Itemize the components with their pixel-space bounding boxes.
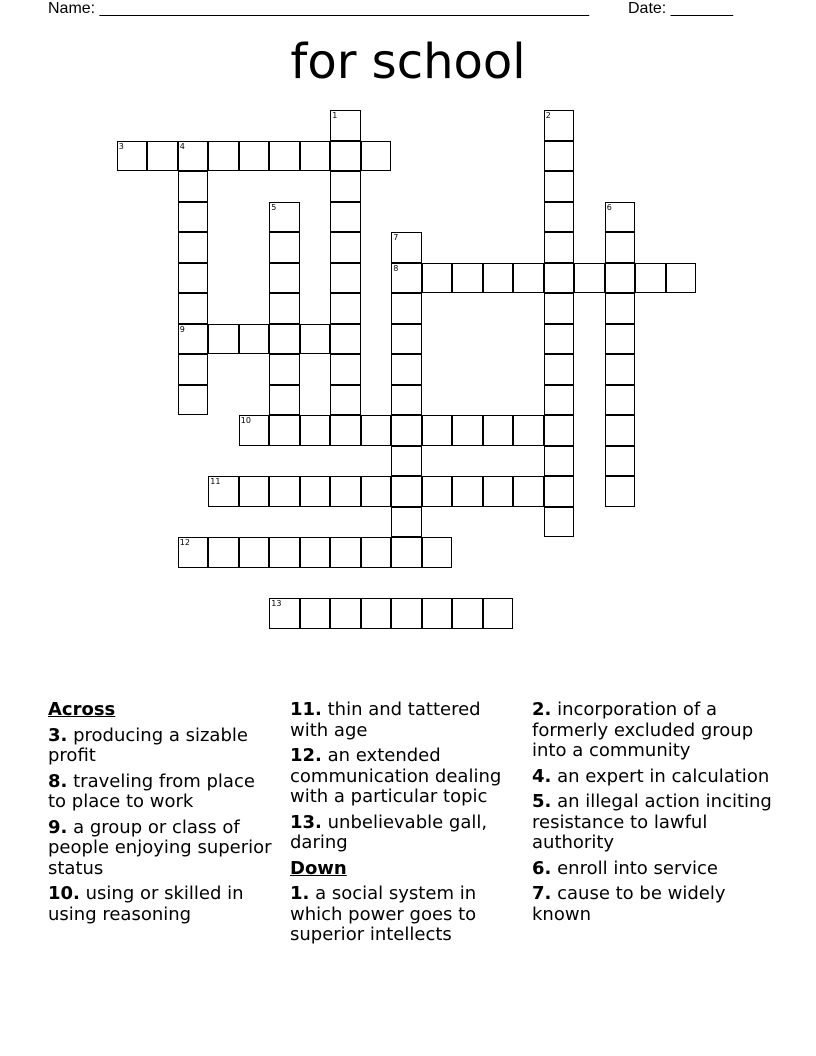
- crossword-cell[interactable]: [239, 324, 270, 355]
- clue-text: producing a sizable profit: [48, 724, 248, 766]
- crossword-cell[interactable]: [178, 171, 209, 202]
- crossword-cell[interactable]: [605, 263, 636, 294]
- clue-number: 7.: [532, 883, 552, 904]
- crossword-cell[interactable]: [208, 476, 239, 507]
- crossword-cell[interactable]: [544, 446, 575, 477]
- crossword-cell[interactable]: [269, 232, 300, 263]
- crossword-cell[interactable]: [269, 141, 300, 172]
- crossword-cell[interactable]: [239, 415, 270, 446]
- cell-number: 8: [393, 263, 399, 273]
- crossword-cell[interactable]: [452, 415, 483, 446]
- crossword-cell[interactable]: [178, 537, 209, 568]
- crossword-cell[interactable]: [422, 476, 453, 507]
- clue-across-12: [290, 746, 520, 808]
- crossword-cell[interactable]: [239, 141, 270, 172]
- crossword-cell[interactable]: [605, 415, 636, 446]
- crossword-cell[interactable]: [605, 354, 636, 385]
- cell-number: 10: [240, 416, 251, 426]
- crossword-cell[interactable]: [330, 293, 361, 324]
- crossword-cell[interactable]: [452, 598, 483, 629]
- crossword-cell[interactable]: [269, 354, 300, 385]
- cell-number: 11: [210, 477, 221, 487]
- crossword-cell[interactable]: [178, 354, 209, 385]
- crossword-cell[interactable]: [513, 476, 544, 507]
- crossword-cell[interactable]: [330, 385, 361, 416]
- crossword-cell[interactable]: [544, 263, 575, 294]
- clue-text: a group or class of people enjoying superior status: [48, 816, 272, 879]
- crossword-cell[interactable]: [605, 385, 636, 416]
- puzzle-title: for school: [290, 34, 526, 90]
- cell-number: 1: [332, 111, 338, 121]
- crossword-cell[interactable]: [330, 415, 361, 446]
- crossword-cell[interactable]: [361, 537, 392, 568]
- crossword-cell[interactable]: [269, 598, 300, 629]
- crossword-cell[interactable]: [330, 354, 361, 385]
- clue-text: unbelievable gall, daring: [290, 811, 488, 853]
- crossword-cell[interactable]: [178, 293, 209, 324]
- clue-number: 3.: [48, 724, 68, 746]
- crossword-cell[interactable]: [544, 415, 575, 446]
- name-field-label[interactable]: Name: _______________________________________________________: [48, 0, 589, 17]
- crossword-cell[interactable]: [269, 385, 300, 416]
- crossword-cell[interactable]: [422, 263, 453, 294]
- crossword-cell[interactable]: [544, 232, 575, 263]
- cell-number: 2: [545, 111, 551, 121]
- clue-across-3: [48, 726, 273, 767]
- crossword-cell[interactable]: [391, 446, 422, 477]
- crossword-cell[interactable]: [574, 263, 605, 294]
- crossword-cell[interactable]: [544, 202, 575, 233]
- clue-text: traveling from place to place to work: [48, 770, 255, 812]
- clues-column-1: [48, 700, 273, 930]
- crossword-cell[interactable]: [330, 263, 361, 294]
- cell-number: 9: [179, 324, 185, 334]
- crossword-cell[interactable]: [300, 476, 331, 507]
- crossword-cell[interactable]: [269, 537, 300, 568]
- crossword-cell[interactable]: [361, 598, 392, 629]
- crossword-cell[interactable]: [483, 263, 514, 294]
- clue-text: cause to be widely known: [532, 883, 726, 925]
- crossword-cell[interactable]: [544, 324, 575, 355]
- down-heading: Down: [290, 857, 347, 879]
- crossword-cell[interactable]: [544, 476, 575, 507]
- crossword-cell[interactable]: [178, 141, 209, 172]
- crossword-cell[interactable]: [269, 293, 300, 324]
- clue-across-13: [290, 813, 520, 854]
- crossword-cell[interactable]: [330, 110, 361, 141]
- cell-number: 4: [179, 141, 185, 151]
- clue-number: 10.: [48, 883, 80, 904]
- clue-number: 11.: [290, 699, 322, 720]
- crossword-cell[interactable]: [391, 263, 422, 294]
- crossword-cell[interactable]: [544, 110, 575, 141]
- clue-down-1: [290, 884, 520, 946]
- cell-number: 12: [179, 538, 190, 548]
- crossword-cell[interactable]: [361, 476, 392, 507]
- date-field-label[interactable]: Date: _______: [628, 0, 733, 17]
- crossword-cell[interactable]: [330, 202, 361, 233]
- crossword-cell[interactable]: [330, 476, 361, 507]
- crossword-cell[interactable]: [391, 598, 422, 629]
- clue-text: a social system in which power goes to superior intellects: [290, 883, 477, 945]
- clue-number: 12.: [290, 745, 322, 766]
- crossword-cell[interactable]: [300, 141, 331, 172]
- clue-down-4: [532, 767, 772, 788]
- crossword-cell[interactable]: [605, 232, 636, 263]
- crossword-cell[interactable]: [513, 415, 544, 446]
- crossword-cell[interactable]: [178, 263, 209, 294]
- crossword-cell[interactable]: [178, 385, 209, 416]
- cell-number: 13: [271, 599, 282, 609]
- crossword-cell[interactable]: [269, 324, 300, 355]
- clue-number: 8.: [48, 770, 68, 792]
- crossword-cell[interactable]: [513, 263, 544, 294]
- clue-text: enroll into service: [557, 857, 719, 879]
- crossword-cell[interactable]: [208, 537, 239, 568]
- crossword-cell[interactable]: [605, 202, 636, 233]
- crossword-cell[interactable]: [117, 141, 148, 172]
- crossword-cell[interactable]: [178, 202, 209, 233]
- crossword-cell[interactable]: [208, 324, 239, 355]
- clues-column-3: [532, 700, 772, 930]
- crossword-cell[interactable]: [361, 141, 392, 172]
- crossword-cell[interactable]: [391, 354, 422, 385]
- clue-across-11: [290, 700, 520, 741]
- clue-down-7: [532, 884, 772, 925]
- crossword-cell[interactable]: [300, 415, 331, 446]
- crossword-cell[interactable]: [544, 507, 575, 538]
- crossword-cell[interactable]: [269, 415, 300, 446]
- crossword-cell[interactable]: [544, 354, 575, 385]
- clue-number: 6.: [532, 857, 552, 879]
- crossword-cell[interactable]: [635, 263, 666, 294]
- cell-number: 7: [393, 233, 399, 243]
- clue-across-9: [48, 818, 273, 880]
- crossword-cell[interactable]: [361, 415, 392, 446]
- cell-number: 5: [271, 202, 277, 212]
- clue-down-5: [532, 792, 772, 854]
- crossword-cell[interactable]: [391, 537, 422, 568]
- crossword-cell[interactable]: [605, 446, 636, 477]
- crossword-cell[interactable]: [178, 324, 209, 355]
- crossword-cell[interactable]: [605, 324, 636, 355]
- crossword-cell[interactable]: [269, 263, 300, 294]
- crossword-cell[interactable]: [147, 141, 178, 172]
- crossword-cell[interactable]: [391, 293, 422, 324]
- clue-text: an extended communication dealing with a particular topic: [290, 745, 502, 807]
- crossword-cell[interactable]: [269, 476, 300, 507]
- crossword-cell[interactable]: [330, 171, 361, 202]
- clue-number: 4.: [532, 765, 552, 787]
- crossword-cell[interactable]: [422, 415, 453, 446]
- cell-number: 6: [606, 202, 612, 212]
- crossword-cell[interactable]: [666, 263, 697, 294]
- crossword-cell[interactable]: [391, 507, 422, 538]
- clue-number: 5.: [532, 791, 552, 812]
- crossword-cell[interactable]: [544, 141, 575, 172]
- crossword-cell[interactable]: [330, 537, 361, 568]
- crossword-cell[interactable]: [239, 476, 270, 507]
- crossword-cell[interactable]: [422, 598, 453, 629]
- clues-column-2: [290, 700, 520, 951]
- crossword-cell[interactable]: [452, 263, 483, 294]
- clue-number: 2.: [532, 699, 552, 720]
- crossword-cell[interactable]: [391, 415, 422, 446]
- clue-text: incorporation of a formerly excluded group into a community: [532, 699, 754, 761]
- crossword-cell[interactable]: [483, 415, 514, 446]
- clue-number: 9.: [48, 816, 68, 838]
- clue-number: 13.: [290, 811, 322, 833]
- clue-text: an illegal action inciting resistance to lawful authority: [532, 791, 772, 853]
- crossword-cell[interactable]: [483, 598, 514, 629]
- crossword-cell[interactable]: [269, 202, 300, 233]
- clue-across-8: [48, 772, 273, 813]
- crossword-cell[interactable]: [544, 385, 575, 416]
- clue-down-6: [532, 859, 772, 880]
- crossword-cell[interactable]: [544, 293, 575, 324]
- clue-text: using or skilled in using reasoning: [48, 883, 244, 925]
- clue-text: thin and tattered with age: [290, 699, 481, 741]
- crossword-cell[interactable]: [330, 141, 361, 172]
- crossword-cell[interactable]: [544, 171, 575, 202]
- crossword-cell[interactable]: [300, 598, 331, 629]
- crossword-cell[interactable]: [422, 537, 453, 568]
- crossword-cell[interactable]: [391, 385, 422, 416]
- crossword-cell[interactable]: [330, 324, 361, 355]
- crossword-cell[interactable]: [391, 324, 422, 355]
- crossword-cell[interactable]: [178, 232, 209, 263]
- clue-text: an expert in calculation: [557, 765, 770, 787]
- crossword-cell[interactable]: [208, 141, 239, 172]
- clue-across-10: [48, 884, 273, 925]
- crossword-cell[interactable]: [605, 293, 636, 324]
- clue-down-2: [532, 700, 772, 762]
- crossword-cell[interactable]: [452, 476, 483, 507]
- cell-number: 3: [118, 141, 124, 151]
- crossword-cell[interactable]: [391, 232, 422, 263]
- crossword-cell[interactable]: [330, 598, 361, 629]
- crossword-cell[interactable]: [483, 476, 514, 507]
- across-heading: Across: [48, 699, 116, 720]
- crossword-cell[interactable]: [391, 476, 422, 507]
- crossword-cell[interactable]: [605, 476, 636, 507]
- clue-number: 1.: [290, 883, 310, 904]
- crossword-cell[interactable]: [330, 232, 361, 263]
- crossword-cell[interactable]: [300, 537, 331, 568]
- crossword-cell[interactable]: [300, 324, 331, 355]
- crossword-cell[interactable]: [239, 537, 270, 568]
